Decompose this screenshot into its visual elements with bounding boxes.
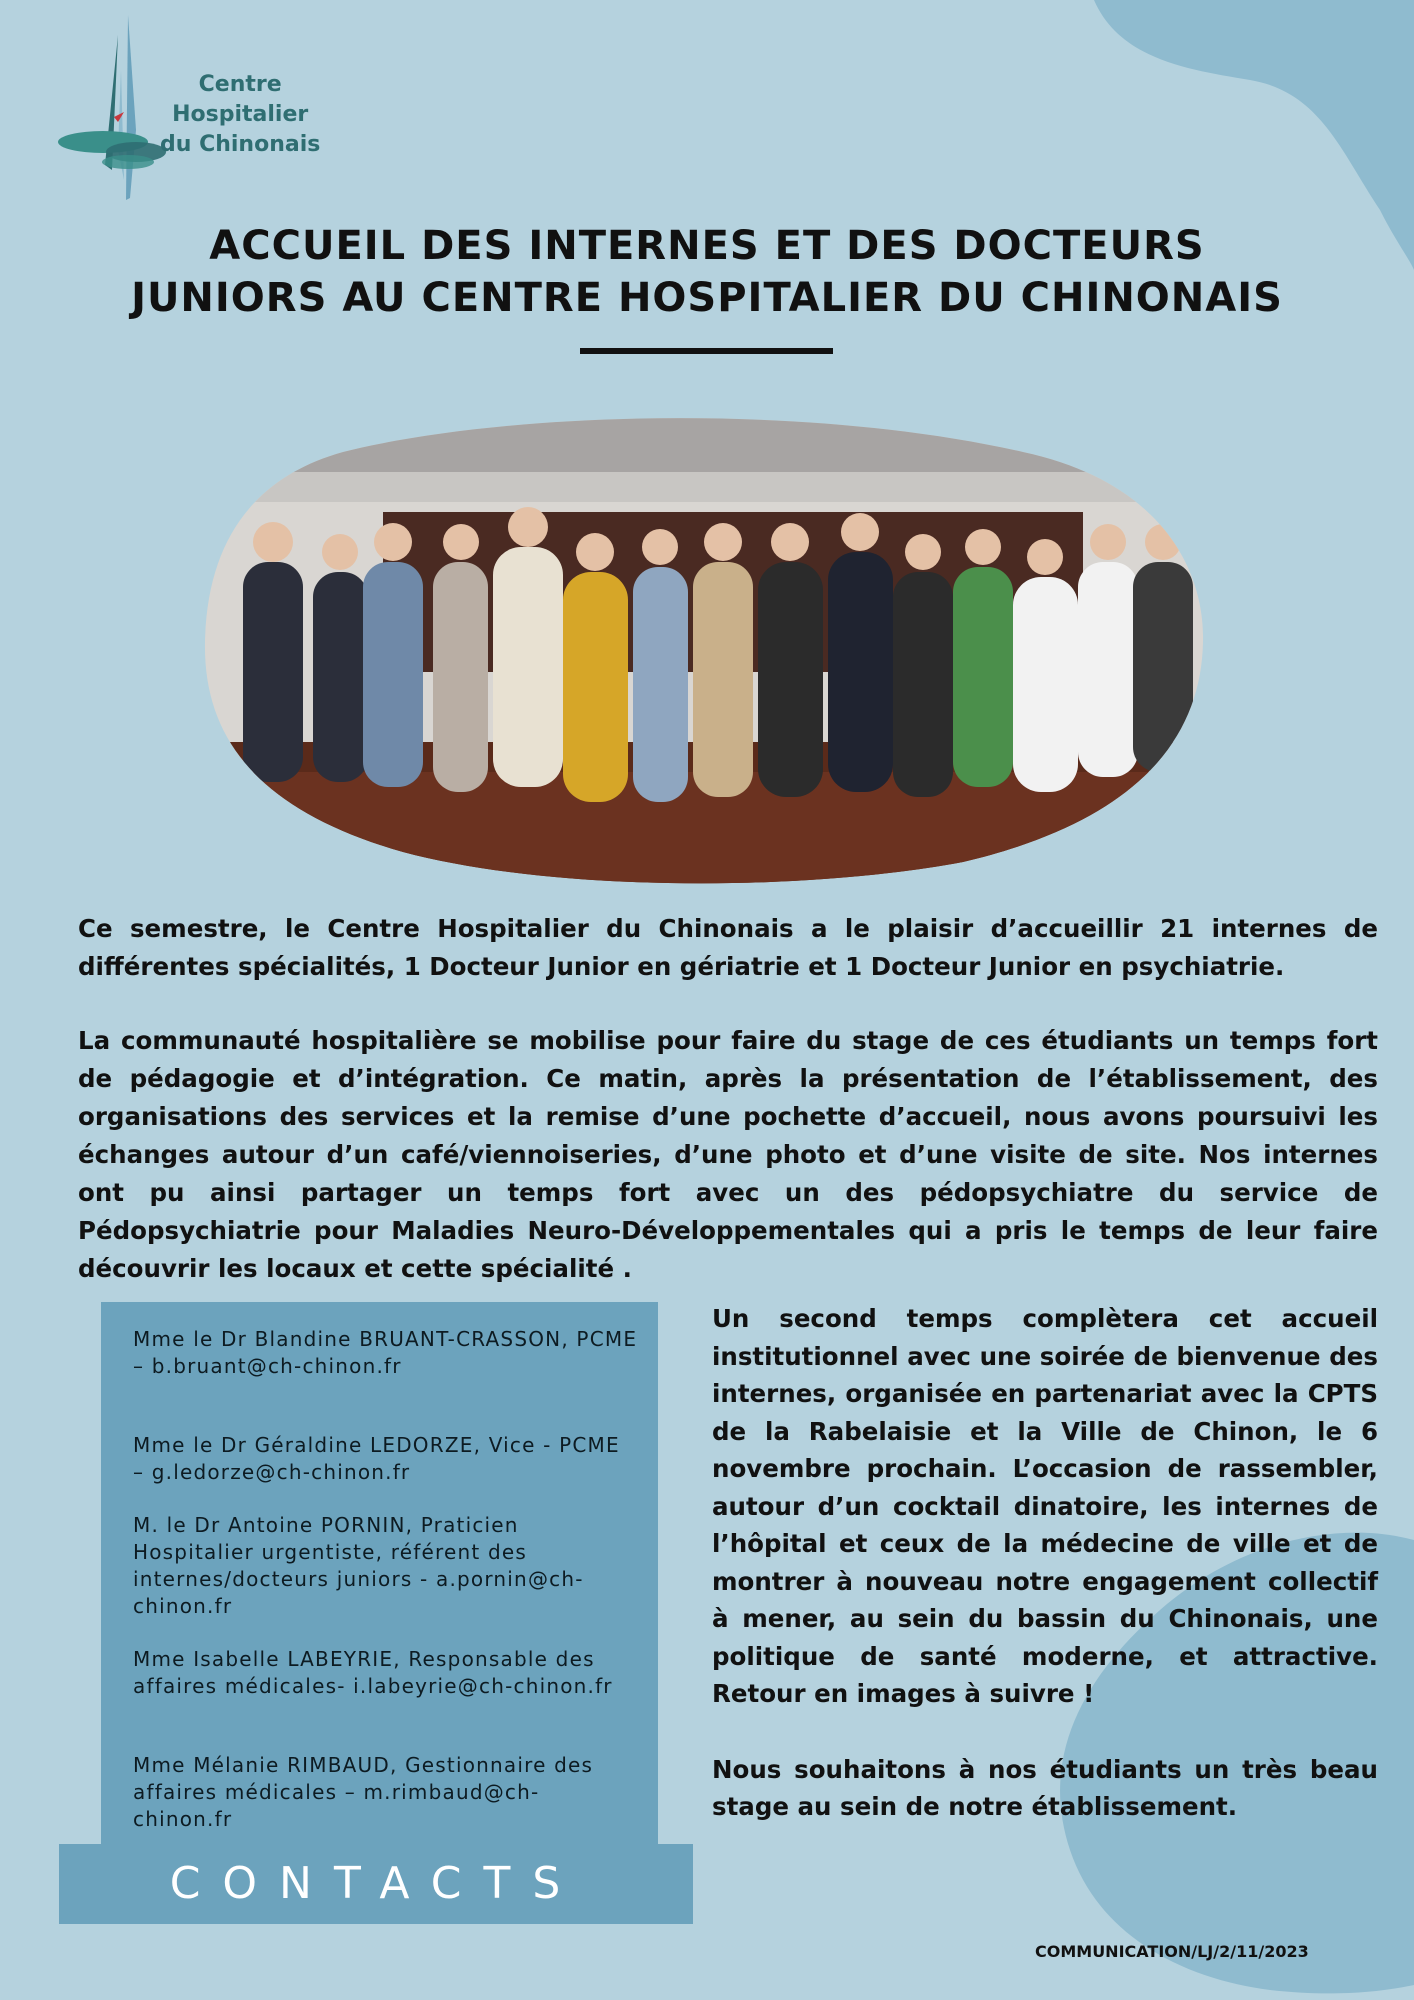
page-title [0,220,1414,324]
title-divider [580,348,833,354]
closing-paragraph: Nous souhaitons à nos étudiants un très beau stage au sein de notre établissement. [712,1754,1378,1821]
title-line-1: ACCUEIL DES INTERNES ET DES DOCTEURS [209,223,1205,269]
evening-paragraph: Un second temps complètera cet accueil institutionnel avec une soirée de bienvenue des internes, organisée en partenariat avec la CPTS de la Rabelaisie et la Ville de Chinon, le 6 novembre prochain. L’occasion de rassembler, autour d’un cocktail dinatoire, les internes de l’hôpital et ceux de la médecine de ville et de montrer à nouveau notre engagement collectif à mener, au sein du bassin du Chinonais, une politique de santé moderne, et attractive. Retour en images à suivre ! [712,1304,1378,1708]
contact-item: Mme le Dr Blandine BRUANT-CRASSON, PCME – b.bruant@ch-chinon.fr [133,1327,638,1378]
logo-line-3: du Chinonais [160,132,321,157]
contacts-heading: CONTACTS [59,1844,693,1924]
logo-line-1: Centre [198,72,282,97]
welcome-paragraph: La communauté hospitalière se mobilise pour faire du stage de ces étudiants un temps fort de pédagogie et d’intégration. Ce matin, après la présentation de l’établissement, des organisations des services et la remise d’une pochette d’accueil, nous avons poursuivi les échanges autour d’un café/viennoiseries, d’une photo et d’une visite de site. Nos internes ont pu ainsi partager un temps fort avec un des pédopsychiatre du service de Pédopsychiatrie pour Maladies Neuro-Développementales qui a pris le temps de leur faire découvrir les locaux et cette spécialité . [78,1026,1378,1283]
contact-item: M. le Dr Antoine PORNIN, Praticien Hospitalier urgentiste, référent des internes/docteurs juniors - a.pornin@ch-chinon.fr [133,1513,584,1618]
footer-reference: COMMUNICATION/LJ/2/11/2023 [1035,1942,1309,1961]
intro-paragraph: Ce semestre, le Centre Hospitalier du Chinonais a le plaisir d’accueillir 21 internes de différentes spécialités, 1 Docteur Junior en gériatrie et 1 Docteur Junior en psychiatrie. [78,914,1378,981]
contact-item: Mme Mélanie RIMBAUD, Gestionnaire des affaires médicales – m.rimbaud@ch-chinon.fr [133,1753,594,1831]
right-column [712,1300,1378,1826]
group-photo [203,412,1205,886]
title-line-2: JUNIORS AU CENTRE HOSPITALIER DU CHINONAIS [131,275,1283,321]
logo-text [160,70,320,160]
logo-line-2: Hospitalier [172,102,309,127]
contact-item: Mme le Dr Géraldine LEDORZE, Vice - PCME – g.ledorze@ch-chinon.fr [133,1433,620,1484]
contact-item: Mme Isabelle LABEYRIE, Responsable des affaires médicales- i.labeyrie@ch-chinon.fr [133,1647,613,1698]
